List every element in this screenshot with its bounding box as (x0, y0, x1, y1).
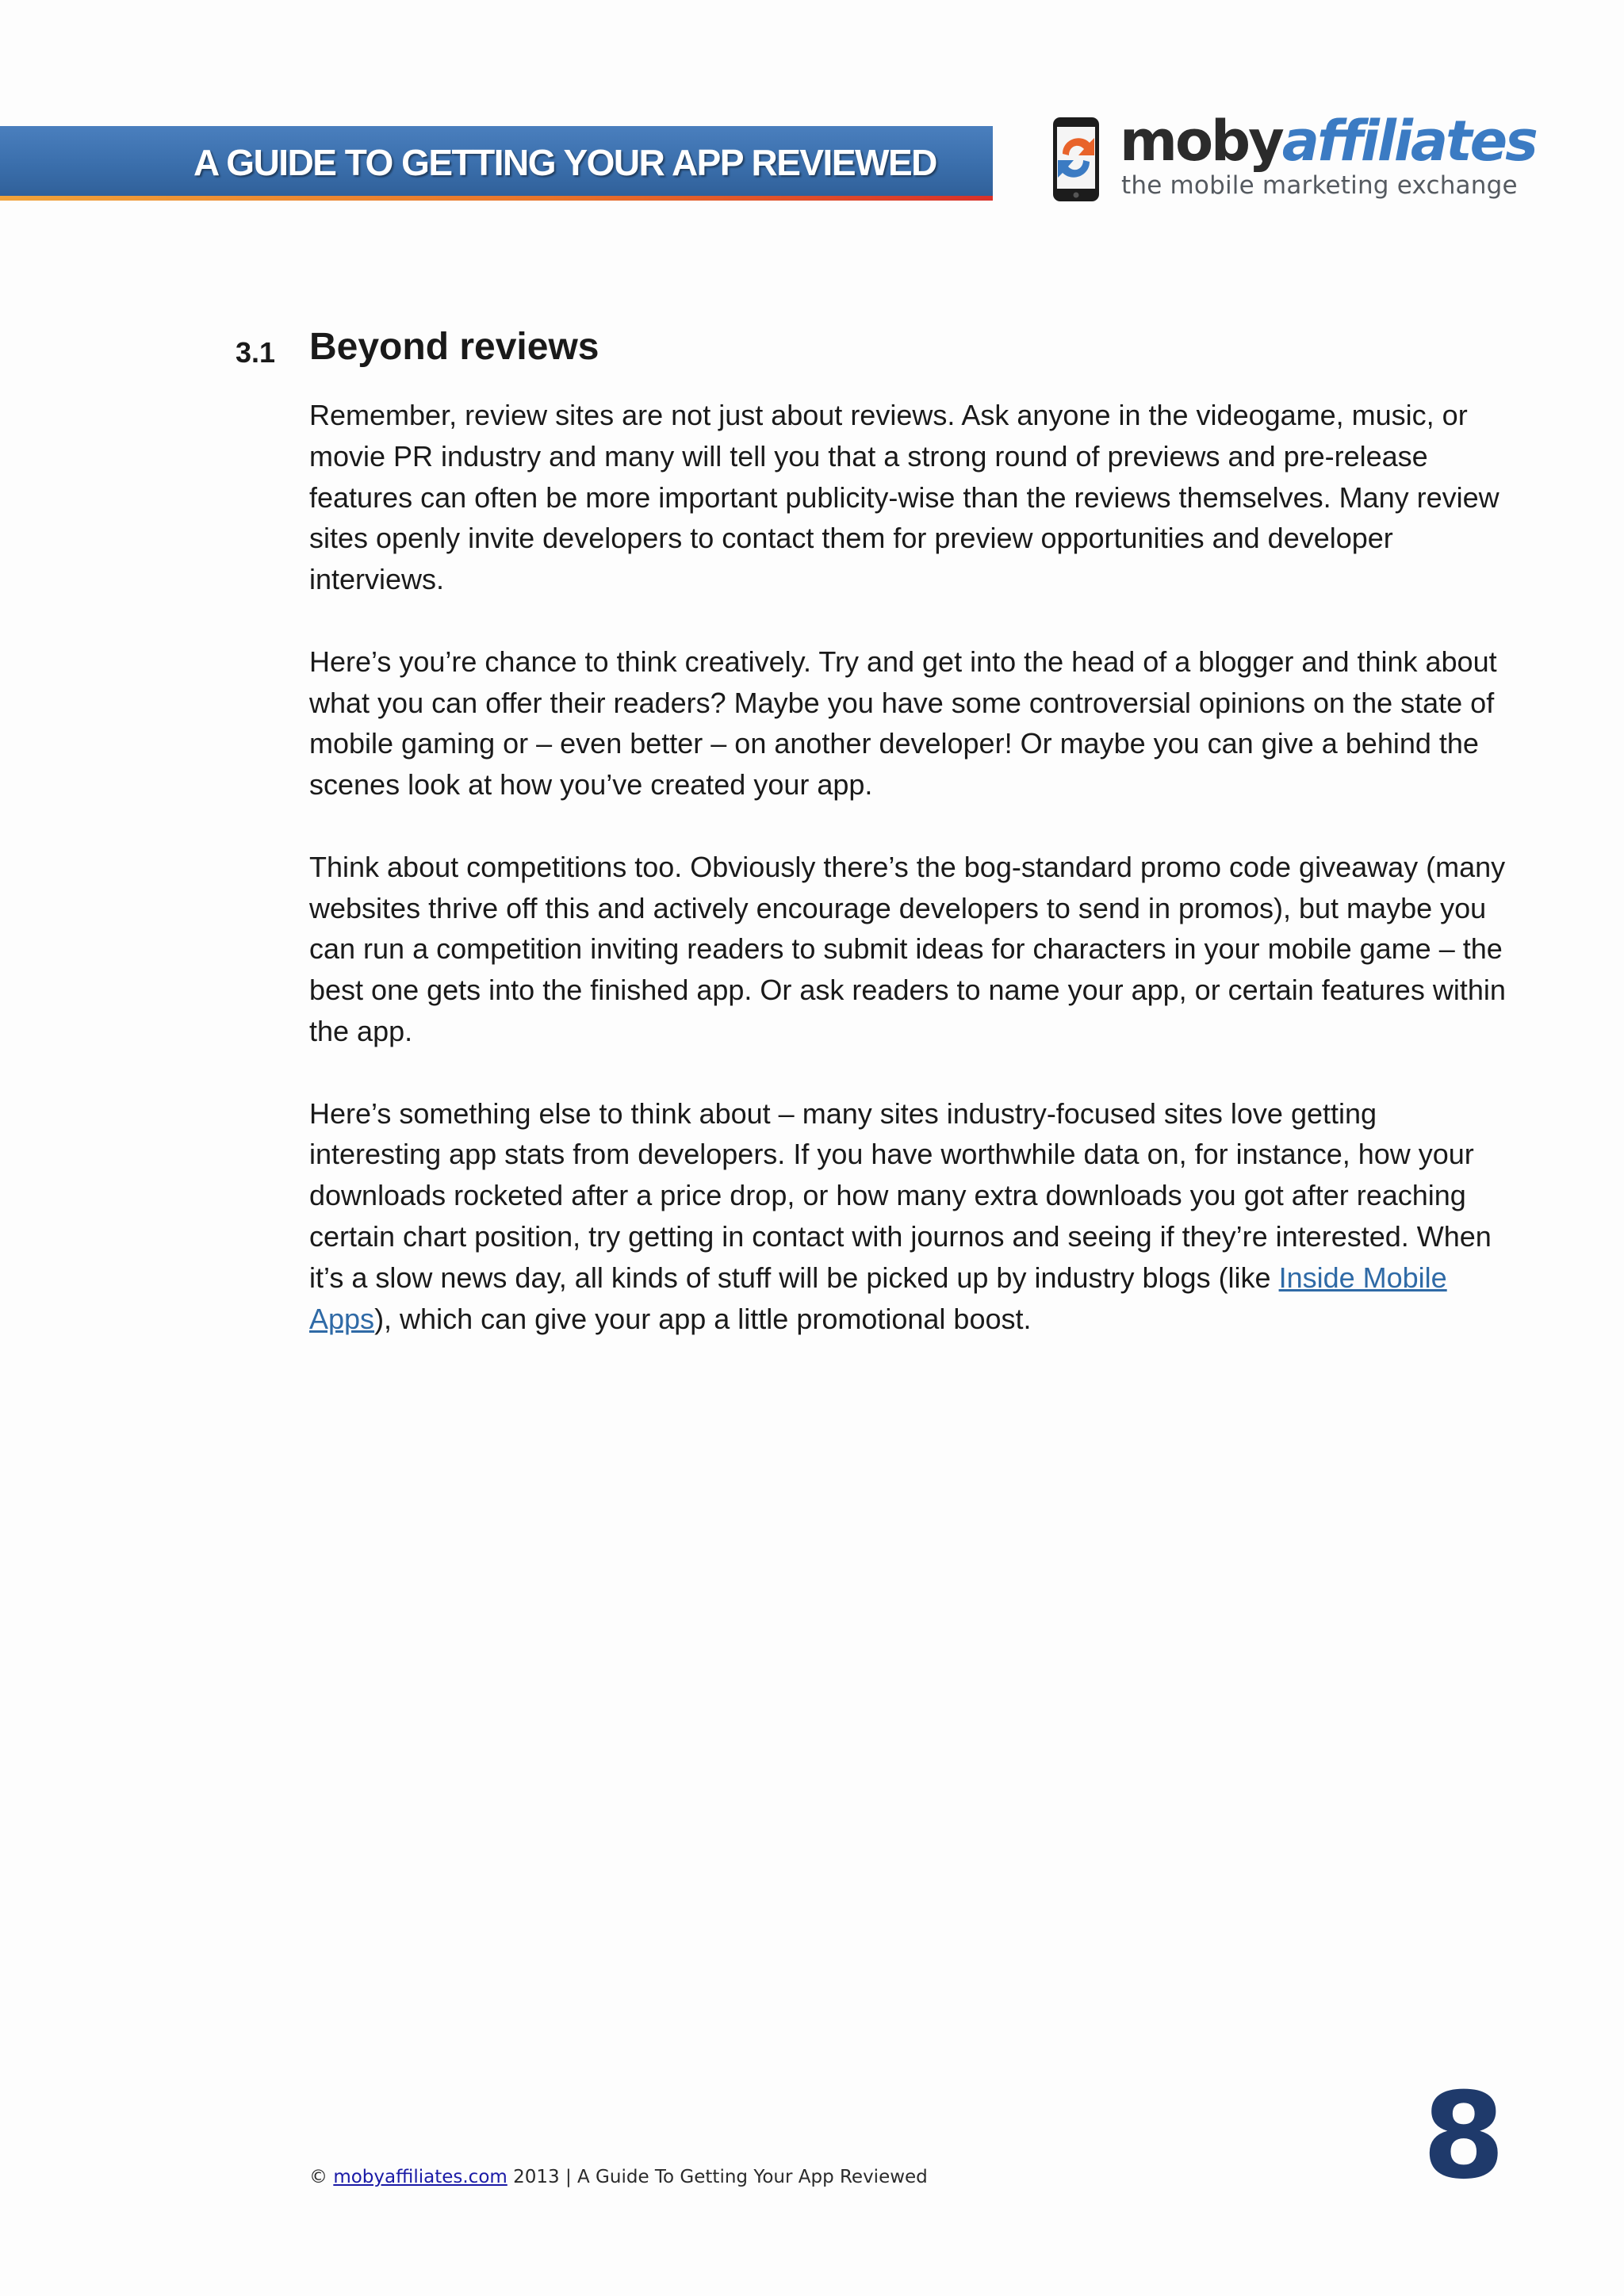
paragraph-competitions: Think about competitions too. Obviously there’s the bog-standard promo code giveaway (many websites thrive off this and actively encourage developers to send in promos), but maybe you can run a competition inviting readers to submit ideas for characters in your mobile game – the best one gets into the finished app. Or ask readers to name your app, or certain features within the app. (309, 850, 1506, 1047)
phone-logo-icon (1048, 116, 1104, 203)
logo-wordmark (1120, 109, 1536, 173)
footer-site-link[interactable]: mobyaffiliates.com (333, 2167, 508, 2187)
header-banner-stripe (0, 196, 993, 201)
paragraph-app-stats-text: Here’s something else to think about – many sites industry-focused sites love getting interesting app stats from developers. If you have worthwhile data on, for instance, how your downloads rocketed after a price drop, or how many extra downloads you got after reaching certain chart position, try getting in contact with journos and seeing if they’re interested. When it’s a slow news day, all kinds of stuff will be picked up by industry blogs (like (309, 1096, 1492, 1294)
logo-tagline: the mobile marketing exchange (1121, 171, 1518, 200)
logo-affiliates: affiliates (1281, 109, 1536, 174)
footer-copyright: © (309, 2167, 334, 2187)
banner-title: A GUIDE TO GETTING YOUR APP REVIEWED (193, 142, 936, 183)
inside-mobile-apps-link[interactable]: Inside Mobile Apps (309, 1261, 1447, 1335)
footer-text: 2013 | A Guide To Getting Your App Reviewed (507, 2167, 928, 2187)
section-title: Beyond reviews (309, 326, 599, 368)
section-body (309, 395, 1515, 1380)
paragraph-app-stats (309, 1093, 1515, 1340)
paragraph-think-creatively: Here’s you’re chance to think creatively. Try and get into the head of a blogger and think about what you can offer their readers? Maybe you have some controversial opinions on the state of mobile gaming or – even better – on another developer! Or maybe you can give a behind the scenes look at how you’ve created your app. (309, 645, 1497, 802)
logo-moby: moby (1120, 109, 1282, 174)
paragraph-previews: Remember, review sites are not just about reviews. Ask anyone in the videogame, music, or movie PR industry and many will tell you that a strong round of previews and pre-release features can often be more important publicity-wise than the reviews themselves. Many review sites openly invite developers to contact them for preview opportunities and developer interviews. (309, 399, 1500, 596)
paragraph-app-stats-tail: ), which can give your app a little promotional boost. (374, 1302, 1032, 1335)
page-number: 8 (1422, 2068, 1505, 2206)
page-footer (309, 2167, 928, 2187)
section-number: 3.1 (236, 336, 276, 369)
